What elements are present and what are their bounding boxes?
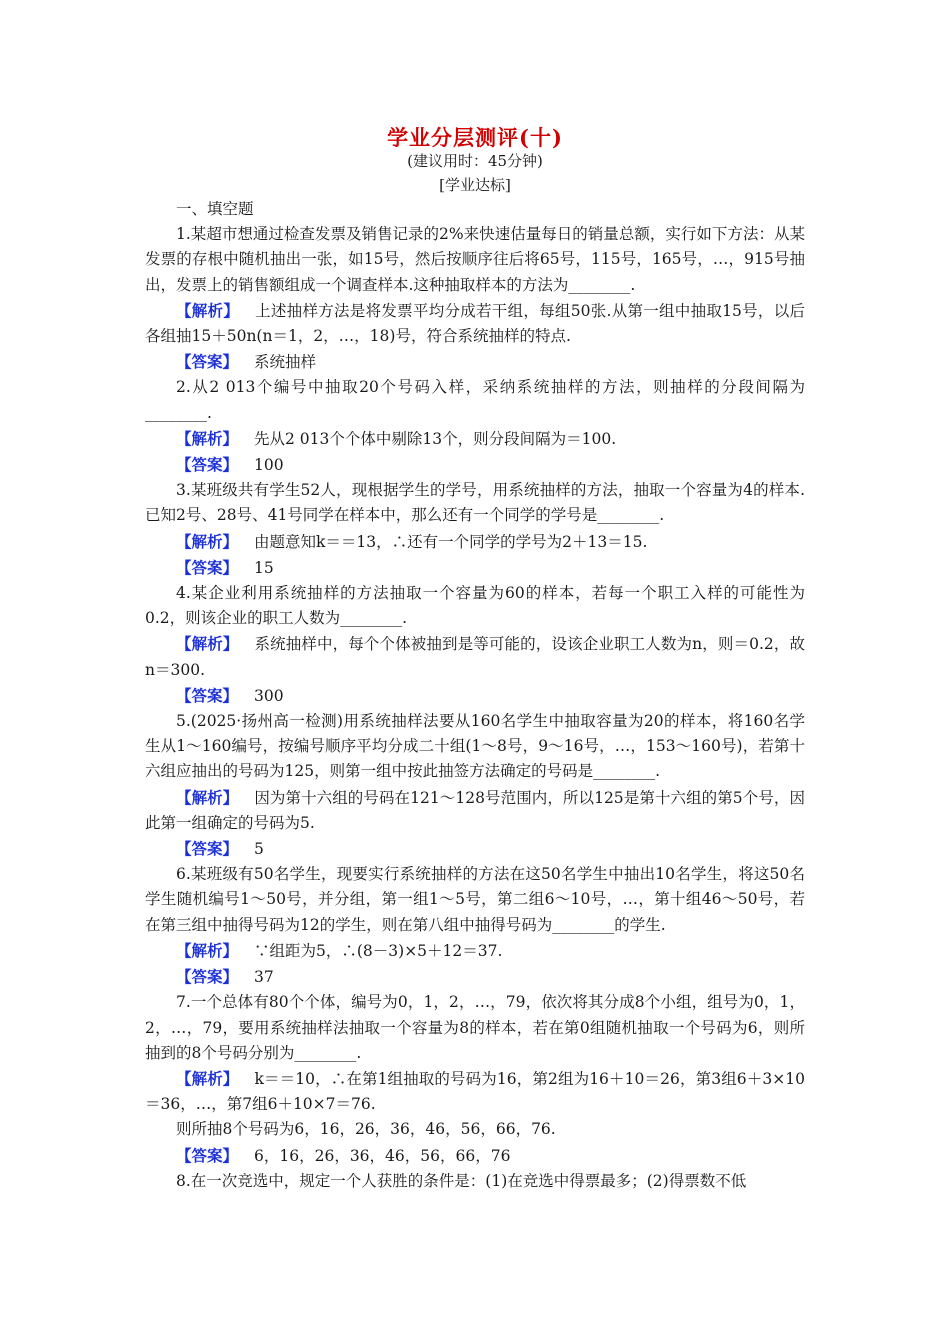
q6-stem: 6.某班级有50名学生，现要实行系统抽样的方法在这50名学生中抽出10名学生，将这50名学生随机编号1～50号，并分组，第一组1～5号，第二组6～10号，…，第十组46～50号，若在第三组中抽得号码为12的学生，则在第八组中抽得号码为________的学生. — [145, 865, 805, 934]
q4-analysis — [145, 631, 805, 682]
q4-answer — [145, 683, 805, 709]
q5-answer — [145, 836, 805, 862]
q8-stem: 8.在一次竞选中，规定一个人获胜的条件是：(1)在竞选中得票最多；(2)得票数不低 — [176, 1171, 747, 1190]
q7-stem: 7.一个总体有80个个体，编号为0，1，2，…，79，依次将其分成8个小组，组号为0，1，2，…，79，要用系统抽样法抽取一个容量为8的样本，若在第0组随机抽取一个号码为6，则所抽到的8个号码分别为________. — [145, 993, 805, 1062]
q3-answer-text: 15 — [254, 558, 274, 577]
section-bracket: [学业达标] — [439, 176, 511, 194]
q5-stem: 5.(2025·扬州高一检测)用系统抽样法要从160名学生中抽取容量为20的样本，将160名学生从1～160编号，按编号顺序平均分成二十组(1～8号，9～16号，…，153～160号)，若第十六组应抽出的号码为125，则第一组中按此抽签方法确定的号码是________. — [145, 712, 805, 781]
page-title: 学业分层测评(十) — [387, 125, 563, 150]
q1-stem: 1.某超市想通过检查发票及销售记录的2%来快速估量每日的销量总额，实行如下方法：从某发票的存根中随机抽出一张，如15号，然后按顺序往后将65号，115号，165号，…，915号抽出，发票上的销售额组成一个调查样本.这种抽取样本的方法为________. — [145, 225, 805, 294]
q2-stem: 2.从2 013个编号中抽取20个号码入样，采纳系统抽样的方法，则抽样的分段间隔为________. — [145, 378, 805, 422]
q2-analysis-text: 先从2 013个个体中剔除13个，则分段间隔为＝100. — [254, 429, 617, 448]
q7-analysis — [145, 1066, 805, 1117]
answer-label: 【答案】 — [176, 455, 239, 475]
analysis-label: 【解析】 — [176, 787, 239, 807]
question-list — [145, 197, 805, 1194]
q6-analysis — [145, 938, 805, 964]
q2-answer — [145, 452, 805, 478]
q4-stem: 4.某企业利用系统抽样的方法抽取一个容量为60的样本，若每一个职工入样的可能性为0.2，则该企业的职工人数为________. — [145, 584, 805, 628]
analysis-label: 【解析】 — [176, 634, 239, 654]
analysis-label: 【解析】 — [176, 531, 239, 551]
q7-analysis-extra: 则所抽8个号码为6，16，26，36，46，56，66，76. — [176, 1120, 556, 1139]
q3-analysis — [145, 529, 805, 555]
answer-label: 【答案】 — [176, 839, 239, 859]
q2-analysis — [145, 426, 805, 452]
answer-label: 【答案】 — [176, 685, 239, 705]
q4-answer-text: 300 — [254, 686, 284, 705]
q1-analysis-text: 上述抽样方法是将发票平均分成若干组，每组50张.从第一组中抽取15号，以后各组抽15＋50n(n＝1，2，…，18)号，符合系统抽样的特点. — [145, 301, 805, 346]
q2-answer-text: 100 — [254, 456, 284, 475]
q7-answer — [145, 1143, 805, 1169]
q6-answer-text: 37 — [254, 968, 274, 987]
analysis-label: 【解析】 — [176, 300, 240, 320]
answer-label: 【答案】 — [176, 967, 239, 987]
q1-analysis — [145, 298, 805, 349]
q7-answer-text: 6，16，26，36，46，56，66，76 — [254, 1146, 511, 1165]
q6-analysis-text: ∵组距为5，∴(8－3)×5＋12＝37. — [254, 941, 503, 960]
q1-answer-text: 系统抽样 — [254, 353, 317, 372]
analysis-label: 【解析】 — [176, 1068, 239, 1088]
answer-label: 【答案】 — [176, 352, 239, 372]
q1-answer — [145, 349, 805, 375]
section-heading: 一、填空题 — [176, 200, 254, 218]
q6-answer — [145, 964, 805, 990]
answer-label: 【答案】 — [176, 557, 239, 577]
analysis-label: 【解析】 — [176, 428, 239, 448]
q7-analysis-text: k＝＝10，∴在第1组抽取的号码为16，第2组为16＋10＝26，第3组6＋3×10＝36，…，第7组6＋10×7＝76. — [145, 1069, 805, 1114]
q3-answer — [145, 555, 805, 581]
answer-label: 【答案】 — [176, 1145, 239, 1165]
q3-stem: 3.某班级共有学生52人，现根据学生的学号，用系统抽样的方法，抽取一个容量为4的样本.已知2号、28号、41号同学在样本中，那么还有一个同学的学号是________. — [145, 481, 805, 525]
q5-analysis — [145, 785, 805, 836]
time-suggestion: (建议用时：45分钟) — [407, 152, 543, 170]
q5-answer-text: 5 — [254, 840, 264, 859]
analysis-label: 【解析】 — [176, 940, 239, 960]
q4-analysis-text: 系统抽样中，每个个体被抽到是等可能的，设该企业职工人数为n，则＝0.2，故n＝300. — [145, 635, 805, 679]
q5-analysis-text: 因为第十六组的号码在121～128号范围内，所以125是第十六组的第5个号，因此第一组确定的号码为5. — [145, 788, 805, 832]
q3-analysis-text: 由题意知k＝＝13，∴还有一个同学的学号为2＋13＝15. — [254, 532, 648, 551]
